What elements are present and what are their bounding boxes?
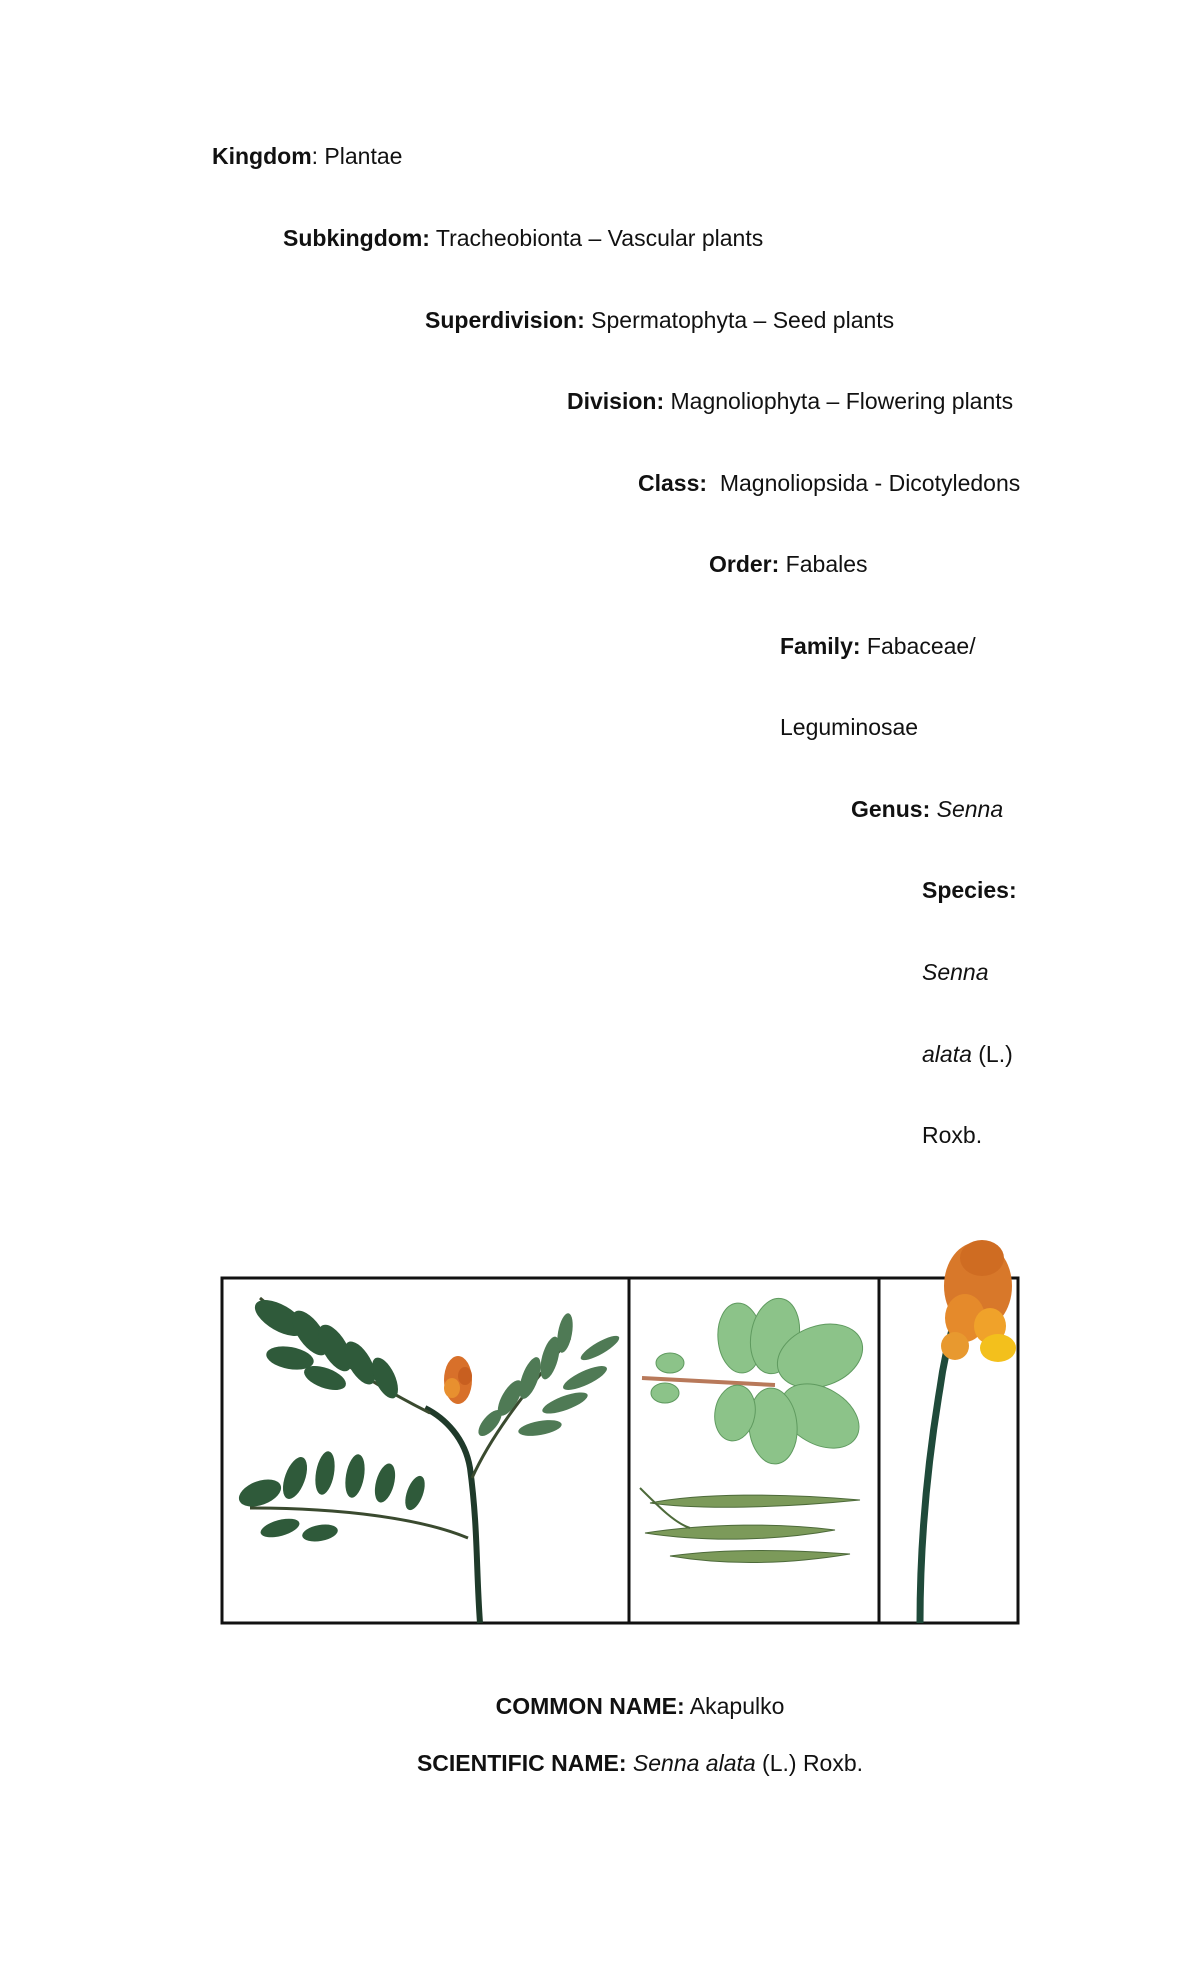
species-line3	[922, 1121, 982, 1149]
taxonomy-order	[709, 550, 868, 578]
species-line1	[922, 958, 989, 986]
species-author-1: (L.)	[971, 1041, 1013, 1067]
family-value-line2: Leguminosae	[780, 714, 919, 740]
plant-illustration	[220, 1238, 1020, 1628]
taxonomy-kingdom	[212, 142, 402, 170]
taxonomy-superdivision	[425, 306, 894, 334]
subkingdom-value: Tracheobionta – Vascular plants	[429, 225, 764, 251]
order-value: Fabales	[779, 551, 868, 577]
genus-value: Senna	[936, 796, 1004, 822]
family-value-line1: Fabaceae/	[860, 633, 976, 659]
class-value: Magnoliopsida - Dicotyledons	[707, 470, 1021, 496]
superdivision-value: Spermatophyta – Seed plants	[584, 307, 895, 333]
family-label: Family:	[780, 633, 861, 659]
species-author-2: Roxb.	[922, 1122, 983, 1148]
taxonomy-species	[922, 876, 1017, 904]
scientific-name-italic: Senna alata	[632, 1750, 756, 1776]
order-label: Order:	[709, 551, 780, 577]
superdivision-label: Superdivision:	[425, 307, 585, 333]
taxonomy-class	[638, 469, 1020, 497]
kingdom-label: Kingdom	[212, 143, 312, 169]
genus-label: Genus:	[851, 796, 931, 822]
species-label: Species:	[922, 877, 1017, 903]
subkingdom-label: Subkingdom:	[283, 225, 430, 251]
plant-figure	[220, 1238, 1020, 1628]
common-name-value: Akapulko	[684, 1693, 785, 1719]
taxonomy-family	[780, 632, 976, 660]
species-line2	[922, 1040, 1013, 1068]
division-value: Magnoliophyta – Flowering plants	[664, 388, 1014, 414]
taxonomy-division	[567, 387, 1013, 415]
division-label: Division:	[567, 388, 665, 414]
scientific-name-author: (L.) Roxb.	[755, 1750, 864, 1776]
common-name-caption	[0, 1692, 1200, 1720]
figure-frame	[222, 1278, 1018, 1623]
taxonomy-subkingdom	[283, 224, 763, 252]
species-epithet: alata	[922, 1041, 972, 1067]
class-label: Class:	[638, 470, 708, 496]
scientific-name-label: SCIENTIFIC NAME:	[416, 1750, 627, 1776]
taxonomy-family-line2	[780, 713, 918, 741]
species-genus: Senna	[922, 959, 989, 985]
common-name-label: COMMON NAME:	[495, 1693, 685, 1719]
kingdom-value: : Plantae	[311, 143, 403, 169]
scientific-name-caption	[0, 1749, 1200, 1777]
taxonomy-genus	[851, 795, 1003, 823]
